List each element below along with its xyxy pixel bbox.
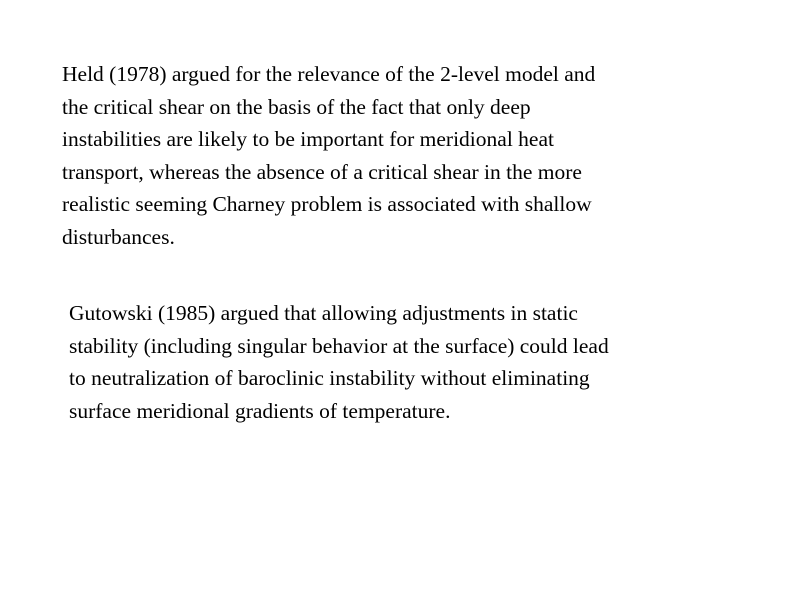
gutowski-1985-paragraph: Gutowski (1985) argued that allowing adjustments in static stability (including singular behavior at the surface) could lead to neutralization of baroclinic instability without eliminating surface meridional gradients of temperature. — [69, 301, 609, 423]
held-1978-paragraph: Held (1978) argued for the relevance of the 2-level model and the critical shear on the basis of the fact that only deep instabilities are likely to be important for meridional heat transport, whereas the absence of a critical shear in the more realistic seeming Charney problem is associated with shallow disturbances. — [62, 62, 596, 249]
